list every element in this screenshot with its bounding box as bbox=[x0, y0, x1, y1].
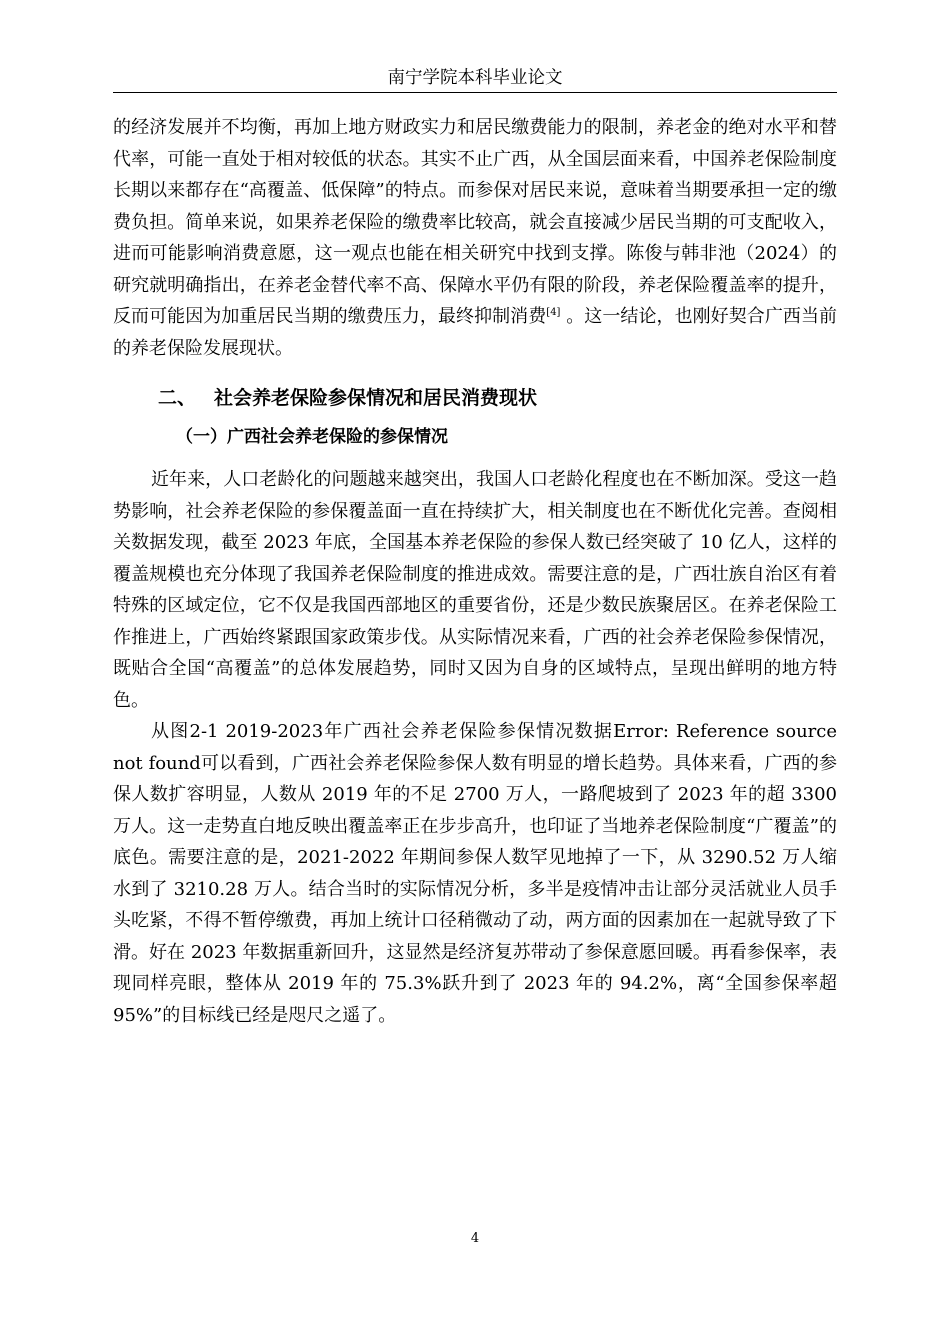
paragraph: 近年来，人口老龄化的问题越来越突出，我国人口老龄化程度也在不断加深。受这一趋势影响，社会养老保险的参保覆盖面一直在持续扩大，相关制度也在不断优化完善。查阅相关数据发现，截至 2023 年底，全国基本养老保险的参保人数已经突破了 10 亿人，这样的覆盖规模也充分体现了我国养老保险制度的推进成效。需要注意的是，广西壮族自治区有着特殊的区域定位，它不仅是我国西部地区的重要省份，还是少数民族聚居区。在养老保险工作推进上，广西始终紧跟国家政策步伐。从实际情况来看，广西的社会养老保险参保情况，既贴合全国“高覆盖”的总体发展趋势，同时又因为自身的区域特点，呈现出鲜明的地方特色。 bbox=[113, 469, 837, 711]
subsection-heading bbox=[113, 420, 837, 454]
page-number: 4 bbox=[470, 1231, 480, 1246]
paragraph-tail: 。这一结论，也刚好契合广西当前的养老保险发展现状。 bbox=[113, 306, 837, 359]
header-title: 南宁学院本科毕业论文 bbox=[387, 68, 563, 88]
paragraph-text: 的经济发展并不均衡，再加上地方财政实力和居民缴费能力的限制，养老金的绝对水平和替代率，可能一直处于相对较低的状态。其实不止广西，从全国层面来看，中国养老保险制度长期以来都存在“高覆盖、低保障”的特点。而参保对居民来说，意味着当期要承担一定的缴费负担。简单来说，如果养老保险的缴费率比较高，就会直接减少居民当期的可支配收入，进而可能影响消费意愿，这一观点也能在相关研究中找到支撑。陈俊与韩非池（2024）的研究就明确指出，在养老金替代率不高、保障水平仍有限的阶段，养老保险覆盖率的提升，反而可能因为加重居民当期的缴费压力，最终抑制消费 bbox=[113, 117, 837, 327]
document-body bbox=[113, 112, 837, 1031]
citation-ref[interactable]: [4] bbox=[546, 307, 561, 318]
section-number: 二、 bbox=[158, 387, 197, 409]
subsection-title: （一）广西社会养老保险的参保情况 bbox=[176, 427, 448, 447]
section-heading bbox=[113, 380, 837, 416]
section-title: 社会养老保险参保情况和居民消费现状 bbox=[214, 387, 538, 409]
paragraph bbox=[113, 112, 837, 364]
paragraph: 从图2-1 2019-2023年广西社会养老保险参保情况数据Error: Reference source not found可以看到，广西社会养老保险参保人数有明显的增长趋势。具体来看，广西的参保人数扩容明显，人数从 2019 年的不足 2700 万人，一路爬坡到了 2023 年的超 3300 万人。这一走势直白地反映出覆盖率正在步步高升，也印证了当地养老保险制度“广覆盖”的底色。需要注意的是，2021-2022 年期间参保人数罕见地掉了一下，从 3290.52 万人缩水到了 3210.28 万人。结合当时的实际情况分析，多半是疫情冲击让部分灵活就业人员手头吃紧，不得不暂停缴费，再加上统计口径稍微动了动，两方面的因素加在一起就导致了下滑。好在 2023 年数据重新回升，这显然是经济复苏带动了参保意愿回暖。再看参保率，表现同样亮眼，整体从 2019 年的 75.3%跃升到了 2023 年的 94.2%，离“全国参保率超 95%”的目标线已经是咫尺之遥了。 bbox=[113, 721, 837, 1026]
page-header bbox=[113, 64, 837, 93]
